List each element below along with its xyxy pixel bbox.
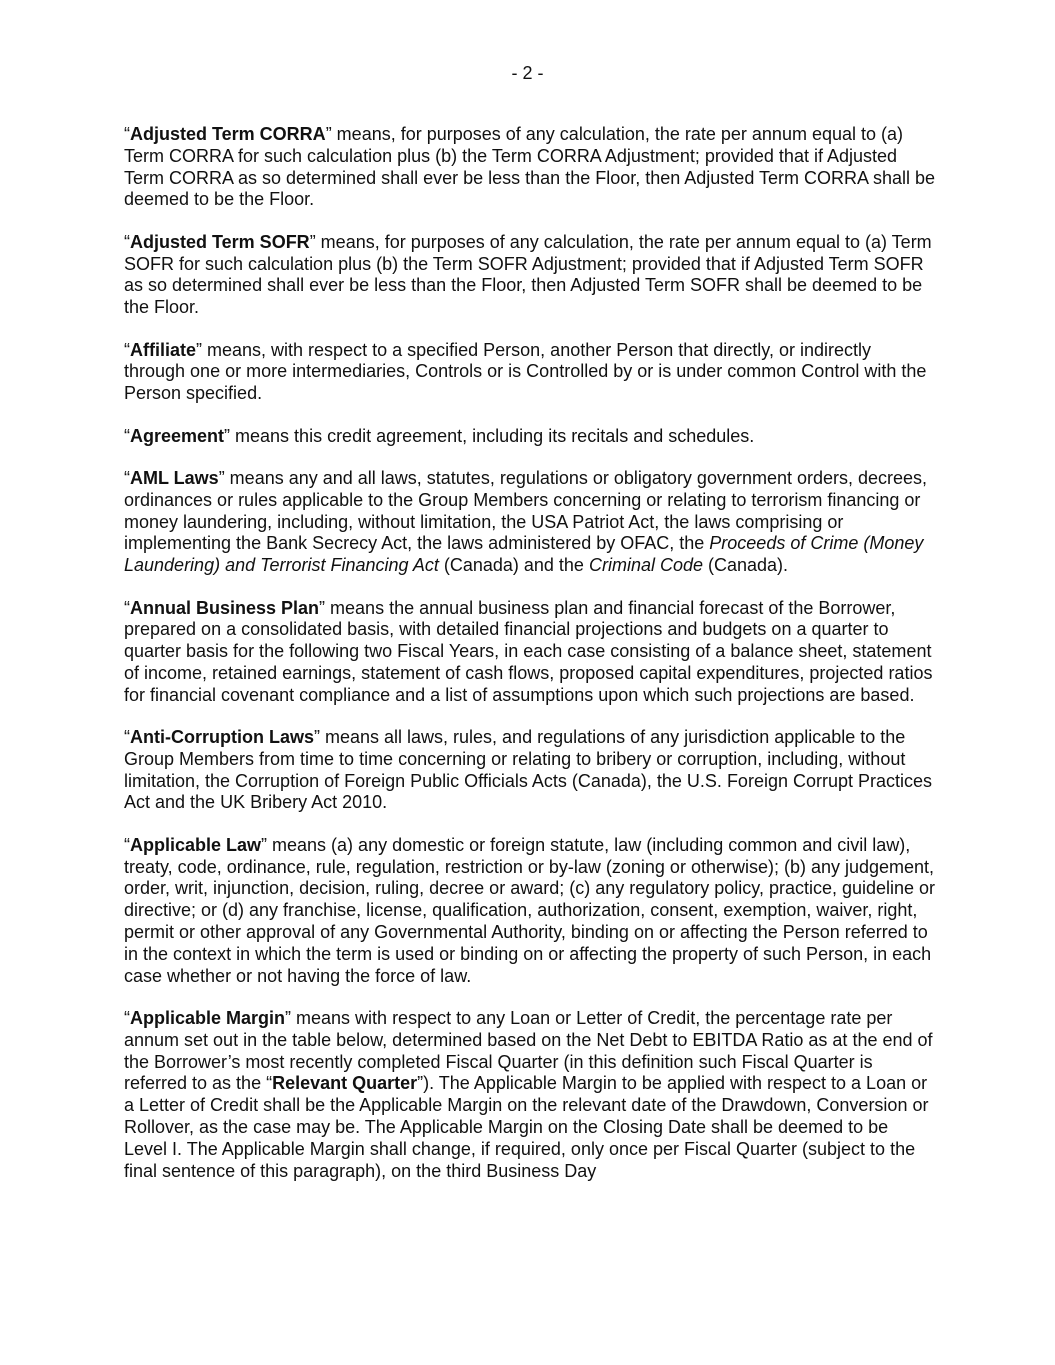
defined-term: Anti-Corruption Laws	[130, 727, 314, 748]
definition-text: ”). The Applicable Margin to be applied with respect to a Loan or a Letter of Credit shall be the Applicable Margin on the relevant date of the Drawdown, Conversion or Rollover, as the case may be. The Applicable Margin on the Closing Date shall be deemed to be Level I. The Applicable Margin shall change, if required, only once per Fiscal Quarter (subject to the final sentence of this paragraph), on the third Business Day	[124, 1073, 929, 1181]
defined-term: Adjusted Term CORRA	[130, 124, 326, 144]
definition-applicable-margin: “Applicable Margin” means with respect to any Loan or Letter of Credit, the percentage rate per annum set out in the table below, determined based on the Net Debt to EBITDA Ratio as at the end of the Borrower’s most recently completed Fiscal Quarter (in this definition such Fiscal Quarter is referred to as the “Relevant Quarter”). The Applicable Margin to be applied with respect to a Loan or a Letter of Credit shall be the Applicable Margin on the relevant date of the Drawdown, Conversion or Rollover, as the case may be. The Applicable Margin on the Closing Date shall be deemed to be Level I. The Applicable Margin shall change, if required, only once per Fiscal Quarter (subject to the final sentence of this paragraph), on the third Business Day	[124, 1008, 933, 1181]
statute-title: Criminal Code	[588, 555, 703, 576]
definition-text: (Canada).	[703, 555, 789, 576]
defined-term: Applicable Law	[130, 834, 262, 855]
definition-adjusted-term-corra: “Adjusted Term CORRA” means, for purposes of any calculation, the rate per annum equal to (a) Term CORRA for such calculation plus (b) the Term CORRA Adjustment; provided that if Adjusted Term CORRA as so determined shall ever be less than the Floor, then Adjusted Term CORRA shall be deemed to be the Floor.	[124, 124, 936, 210]
defined-term-inline: Relevant Quarter	[272, 1073, 418, 1094]
statute-title: Proceeds of Crime (Money Laundering) and Terrorist Financing Act	[124, 533, 924, 576]
definition-text: ” means, for purposes of any calculation, the rate per annum equal to (a) Term SOFR for such calculation plus (b) the Term SOFR Adjustment; provided that if Adjusted Term SOFR as so determined shall ever be less than the Floor, then Adjusted Term SOFR shall be deemed to be the Floor.	[124, 231, 932, 318]
definition-text: ” means any and all laws, statutes, regulations or obligatory government orders, decrees, ordinances or rules applicable to the Group Members concerning or relating to terrorism financing or money laundering, including, without limitation, the USA Patriot Act, the laws comprising or implementing the Bank Secrecy Act, the laws administered by OFAC, the	[124, 467, 928, 554]
page-number: - 2 -	[511, 63, 544, 83]
defined-term: AML Laws	[130, 467, 219, 488]
defined-term: Adjusted Term SOFR	[130, 231, 310, 252]
definition-text: ” means, for purposes of any calculation, the rate per annum equal to (a) Term CORRA for such calculation plus (b) the Term CORRA Adjustment; provided that if Adjusted Term CORRA as so determined shall ever be less than the Floor, then Adjusted Term CORRA shall be deemed to be the Floor.	[124, 124, 936, 210]
definition-adjusted-term-sofr: “Adjusted Term SOFR” means, for purposes of any calculation, the rate per annum equal to (a) Term SOFR for such calculation plus (b) the Term SOFR Adjustment; provided that if Adjusted Term SOFR as so determined shall ever be less than the Floor, then Adjusted Term SOFR shall be deemed to be the Floor.	[124, 231, 932, 318]
definition-affiliate: “Affiliate” means, with respect to a specified Person, another Person that directly, or indirectly through one or more intermediaries, Controls or is Controlled by or is under common Control with the Person specified.	[124, 339, 927, 404]
definition-agreement: “Agreement” means this credit agreement, including its recitals and schedules.	[124, 425, 755, 446]
definition-text: ” means the annual business plan and financial forecast of the Borrower, prepared on a consolidated basis, with detailed financial projections and budgets on a quarter to quarter basis for the following two Fiscal Years, in each case consisting of a balance sheet, statement of income, retained earnings, statement of cash flows, proposed capital expenditures, projected ratios for financial covenant compliance and a list of assumptions upon which such projections are based.	[124, 597, 933, 705]
defined-term: Agreement	[130, 425, 225, 446]
definition-text: ” means this credit agreement, including its recitals and schedules.	[224, 425, 755, 446]
definition-annual-business-plan: “Annual Business Plan” means the annual business plan and financial forecast of the Borrower, prepared on a consolidated basis, with detailed financial projections and budgets on a quarter to quarter basis for the following two Fiscal Years, in each case consisting of a balance sheet, statement of income, retained earnings, statement of cash flows, proposed capital expenditures, projected ratios for financial covenant compliance and a list of assumptions upon which such projections are based.	[124, 597, 933, 705]
definition-anti-corruption-laws: “Anti-Corruption Laws” means all laws, rules, and regulations of any jurisdiction applicable to the Group Members from time to time concerning or relating to bribery or corruption, including, without limitation, the Corruption of Foreign Public Officials Acts (Canada), the U.S. Foreign Corrupt Practices Act and the UK Bribery Act 2010.	[124, 727, 933, 813]
definition-text: ” means (a) any domestic or foreign statute, law (including common and civil law), treaty, code, ordinance, rule, regulation, restriction or by-law (zoning or otherwise); (b) any judgement, order, writ, injunction, decision, ruling, decree or award; (c) any regulatory policy, practice, guideline or directive; or (d) any franchise, license, qualification, authorization, consent, exemption, waiver, right, permit or other approval of any Governmental Authority, binding on or affecting the Person referred to in the context in which the term is used or binding on or affecting the property of such Person, in each case whether or not having the force of law.	[124, 834, 936, 986]
definition-text: (Canada) and the	[438, 555, 589, 576]
defined-term: Annual Business Plan	[130, 597, 320, 618]
definition-aml-laws: “AML Laws” means any and all laws, statutes, regulations or obligatory government orders, decrees, ordinances or rules applicable to the Group Members concerning or relating to terrorism financing or money laundering, including, without limitation, the USA Patriot Act, the laws comprising or implementing the Bank Secrecy Act, the laws administered by OFAC, the Proceeds of Crime (Money Laundering) and Terrorist Financing Act (Canada) and the Criminal Code (Canada).	[124, 467, 928, 576]
defined-term: Affiliate	[130, 339, 197, 360]
definition-text: ” means, with respect to a specified Person, another Person that directly, or indirectly through one or more intermediaries, Controls or is Controlled by or is under common Control with the Person specified.	[124, 339, 927, 404]
definitions-section	[124, 124, 936, 1203]
definition-text: ” means all laws, rules, and regulations of any jurisdiction applicable to the Group Members from time to time concerning or relating to bribery or corruption, including, without limitation, the Corruption of Foreign Public Officials Acts (Canada), the U.S. Foreign Corrupt Practices Act and the UK Bribery Act 2010.	[124, 727, 933, 813]
definition-text: ” means with respect to any Loan or Letter of Credit, the percentage rate per annum set out in the table below, determined based on the Net Debt to EBITDA Ratio as at the end of the Borrower’s most recently completed Fiscal Quarter (in this definition such Fiscal Quarter is referred to as the “	[124, 1008, 933, 1094]
definition-applicable-law: “Applicable Law” means (a) any domestic or foreign statute, law (including common and civil law), treaty, code, ordinance, rule, regulation, restriction or by-law (zoning or otherwise); (b) any judgement, order, writ, injunction, decision, ruling, decree or award; (c) any regulatory policy, practice, guideline or directive; or (d) any franchise, license, qualification, authorization, consent, exemption, waiver, right, permit or other approval of any Governmental Authority, binding on or affecting the Person referred to in the context in which the term is used or binding on or affecting the property of such Person, in each case whether or not having the force of law.	[124, 834, 936, 986]
defined-term: Applicable Margin	[130, 1008, 286, 1029]
